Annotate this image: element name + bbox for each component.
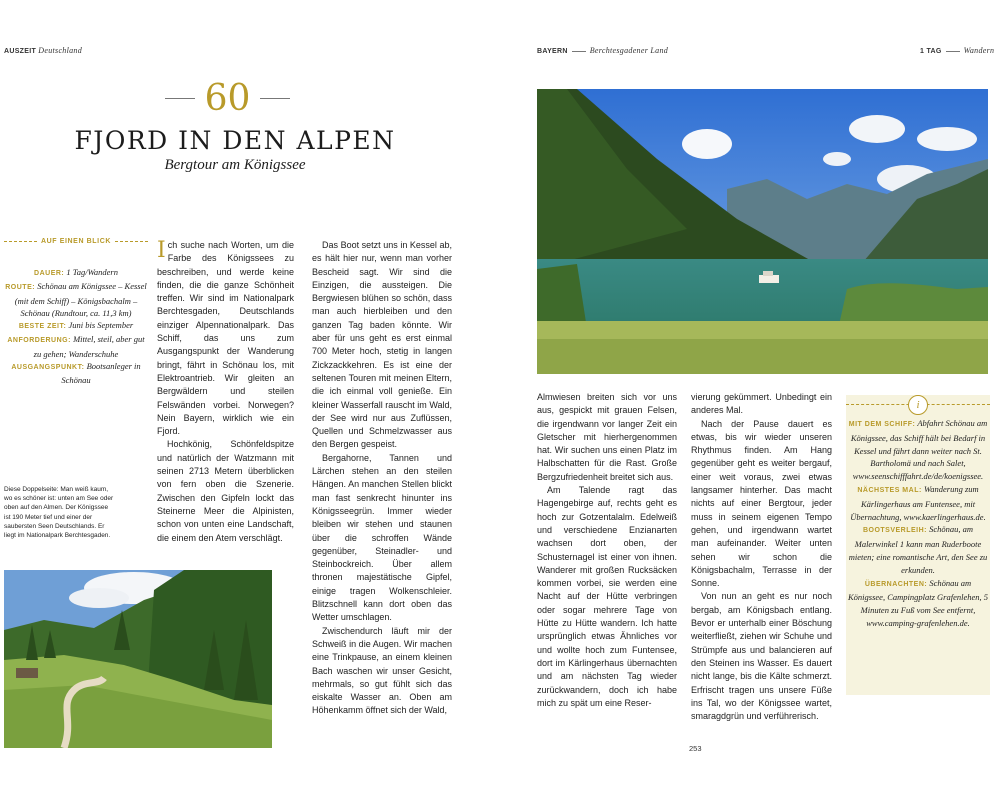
page-number: 253 [689,744,702,753]
col2-paragraph-3: Zwischendurch läuft mir der Schweiß in die Augen. Wir machen eine Trinkpause, an einem kleinen Bach waschen wir unser Gesicht, mehrmals, so gut fühlt sich das eiskalte Wasser an. Oben am Höhenkamm öffnet sich der Wald, [312,625,452,716]
text-column-3 [537,391,677,710]
glance-row-start: AUSGANGSPUNKT: Bootsanleger in Schönau [11,361,141,386]
article-subtitle: Bergtour am Königssee [164,157,306,173]
header-duration: 1 TAG [920,48,942,55]
article-number-row [165,72,290,124]
info-row-next-time: NÄCHSTES MAL: Wanderung zum Kärlingerhaus am Funtensee, mit Übernachtung, www.kaerlingerhaus.de. [850,483,986,522]
header-category: Wandern [963,46,995,55]
glance-heading: AUF EINEN BLICK [4,238,148,245]
col2-paragraph-2: Bergahorne, Tannen und Lärchen stehen an den steilen Hängen. An manchen Stellen blickt man fast senkrecht hinunter ins Königsseegrün. Immer wieder bleiben wir stehen und staunen über die schroffen Wände gegenüber, Steinadler- und Steinbockreich. Über allem thronen majestätische Gipfel, einige tragen Wolkenschleier. Blitzschnell kann dort oben das Wetter umschlagen. [312,452,452,623]
photo-caption: Diese Doppelseite: Man weiß kaum, wo es schöner ist: unten am See oder oben auf den Almen. Der Königssee ist 190 Meter tief und einer der saubersten Seen Deutschlands. Er liegt im Nationalpark Berchtesgaden. [4,486,114,540]
info-icon: i [908,395,928,415]
running-header-right [920,46,994,55]
header-state: BAYERN [537,48,568,55]
running-header-left [4,46,82,55]
col4-paragraph-3: Von nun an geht es nur noch bergab, am Königsbach entlang. Bevor er unterhalb einer Böschung weiterfließt, ziehen wir Schuhe und Strümpfe aus und balancieren auf den Steinen ins Wasser. Es dauert nicht lange, bis die Kälte schmerzt. Erfrischt tragen uns unsere Füße ins Tal, wo der Königssee wartet, smaragdgrün und verführerisch. [691,591,832,722]
text-column-1 [157,239,294,545]
info-row-ship: MIT DEM SCHIFF: Abfahrt Schönau am Königssee, das Schiff hält bei Bedarf in Kessel und fährt dann weiter nach St. Bartholomä und nach Salet, www.seenschifffahrt.de/de/koenigssee. [848,418,988,482]
drop-cap: I [157,238,166,263]
col1-paragraph-2: Hochkönig, Schönfeldspitze und natürlich der Watzmann mit seinen 2713 Metern überblicken von fern oben die Szenerie. Zwischen den Gipfeln lockt das Steinerne Meer die Alpinisten, schon von unten eine Landschaft, die einem den Atem verschlägt. [157,439,294,543]
glance-box [4,266,148,387]
glance-row-best-time: BESTE ZEIT: Juni bis September [18,320,134,331]
koenigssee-photo [537,89,988,374]
info-box [846,395,990,695]
header-section: AUSZEIT [4,48,37,55]
text-column-2 [312,239,452,718]
glance-row-requirement: ANFORDERUNG: Mittel, steil, aber gut zu gehen; Wanderschuhe [7,334,145,359]
running-header-mid [537,46,668,55]
col4-paragraph-1: vierung gekümmert. Unbedingt ein anderes Mal. [691,392,832,416]
glance-row-duration: DAUER: 1 Tag/Wandern [34,267,118,277]
article-number: 60 [204,77,251,119]
alpine-meadow-photo [4,570,272,748]
col3-paragraph-1: Almwiesen breiten sich vor uns aus, gespickt mit grauen Felsen, die irgendwann vor langer Zeit ein Gletscher mit hierhergenommen hat. Wir suchen uns einen Platz im Halbschatten für die Rast. Große Bergzufriedenheit breitet sich aus. [537,392,677,482]
header-region: Deutschland [38,46,83,55]
col3-paragraph-2: Am Talende ragt das Hagengebirge auf, rechts geht es hoch zur Gotzentalalm. Edelweiß und verschiedene Enzianarten wachsen dort oben, der Schusternagel ist einer von ihnen. Wanderer mit großen Rucksäcken kommen vorbei, sie werden eine Nacht auf der Hütte verbringen oder sogar mehrere Tage von Hütte zu Hütte wandern. Ich hatte ursprünglich etwas Ähnliches vor und wollte hoch zum Funtensee, dort im Kärlingerhaus übernachten und am nächsten Tag wieder zurückwandern, doch ich habe mich zu spät um eine Reser- [537,485,677,708]
col4-paragraph-2: Nach der Pause dauert es etwas, bis wir wieder unseren Rhythmus finden. Am Hang gegenüber geht es weiter bergauf, einer weit voraus, zwei etwas langsamer hinterher. Das macht nichts auf einer Bergtour, jeder muss in seinem eigenen Tempo gehen, und irgendwann wartet man aufeinander. Weiter unten sehen wir schon die Königsbachalm, Terrasse in der Sonne. [691,418,832,589]
article-title: FJORD IN DEN ALPEN [74,126,396,155]
info-row-stay: ÜBERNACHTEN: Schönau am Königssee, Campingplatz Grafenlehen, 5 Minuten zu Fuß vom See entfernt, www.camping-grafenlehen.de. [848,577,989,628]
col1-paragraph-1: ch suche nach Worten, um die Farbe des Königssees zu beschreiben, und werde keine finden, die die ganze Schönheit treffen. Wir sind im Nationalpark Berchtesgaden, Deutschlands einziger Alpennationalpark. Das Schiff, das uns zum Ausgangspunkt der Wanderung bringt, fährt in Schönau los, mit Elektroantrieb. Wir gleiten an Bergwäldern und steilen Felswänden vorbei. Norwegen? Nein Bayern, wirklich wie ein Fjord. [157,240,294,437]
info-row-boat-rental: BOOTSVERLEIH: Schönau, am Malerwinkel 1 kann man Ruderboote mieten; eine romantische Art, den See zu erkunden. [848,524,988,575]
col2-paragraph-1: Das Boot setzt uns in Kessel ab, es hält hier nur, wenn man vorher Bescheid sagt. Wir sind die Einzigen, die aussteigen. Die Bergwiesen blühen so schön, dass man auch hierbleiben und den ganzen Tag baden könnte. Wir aber für uns geht es erst einmal 700 Meter hoch, stetig in langen Zickzackkehren. Es ist eine der seltenen Touren mit meinen Eltern, die ich einmal voll genieße. Ein kleiner Wasserfall rauscht im Wald, der See wird nur aus Zuflüssen, Quellen und Schmelzwasser aus den Bergen gespeist. [312,240,452,450]
glance-row-route: ROUTE: Schönau am Königssee – Kessel (mit dem Schiff) – Königsbachalm – Schönau (Rundtour, ca. 11,3 km) [5,281,147,318]
text-column-4 [691,391,832,723]
header-subregion: Berchtesgadener Land [589,46,669,55]
